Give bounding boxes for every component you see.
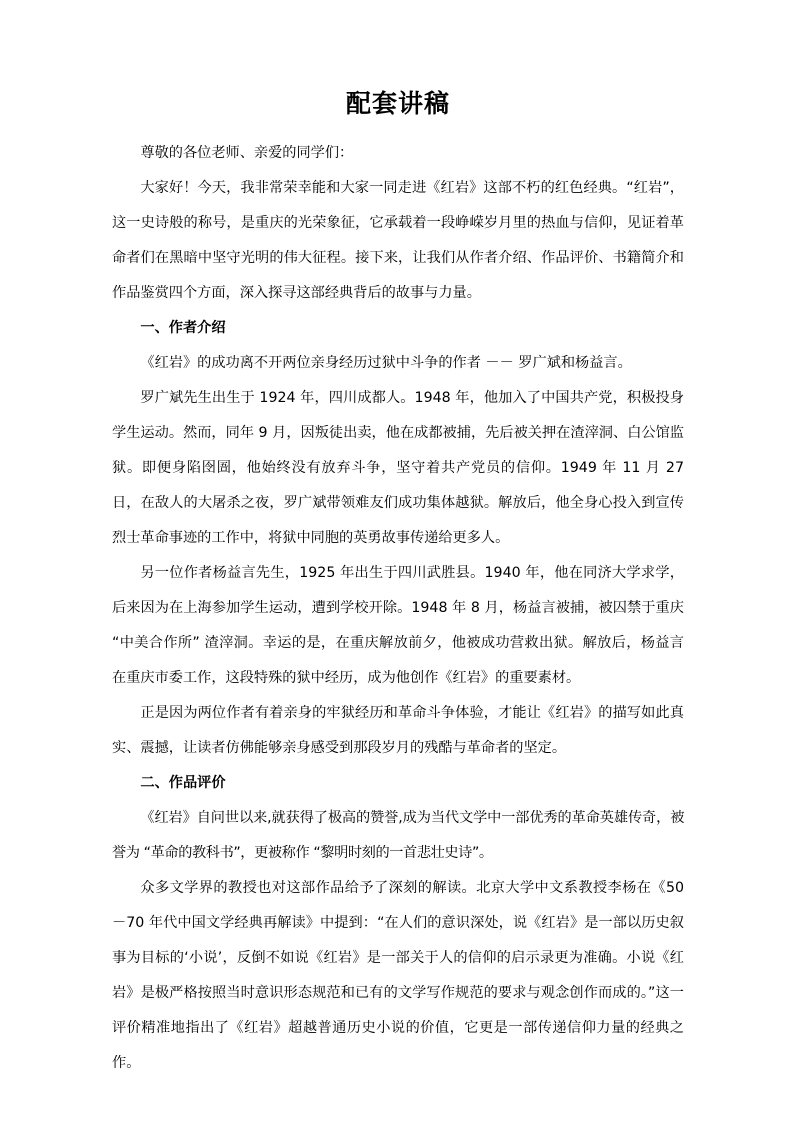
page-title: 配套讲稿 — [345, 91, 450, 118]
document-body — [112, 88, 684, 1081]
salutation-paragraph: 尊敬的各位老师、亲爱的同学们： — [140, 145, 354, 161]
scholar-commentary-paragraph: 众多文学界的教授也对这部作品给予了深刻的解读。北京大学中文系教授李杨在《50 －70 年代中国文学经典再解读》中提到：“在人们的意识深处，说《红岩》是一部以历史叙事为目标的‘小说’，反倒不如说《红岩》是一部关于人的信仰的启示录更为准确。小说《红岩》是极严格按照当时意识形态规范和已有的文学写作规范的要求与观念创作而成的。”这一评价精准地指出了《红岩》超越普通历史小说的价值，它更是一部传递信仰力量的经典之作。 — [112, 880, 684, 1071]
acclaim-paragraph: 《红岩》自问世以来,就获得了极高的赞誉,成为当代文学中一部优秀的革命英雄传奇，被誉为 “革命的教科书”，更被称作 “黎明时刻的一首悲壮史诗”。 — [112, 810, 684, 861]
section-heading-authors: 一、作者介绍 — [140, 320, 226, 336]
luo-guangbin-paragraph: 罗广斌先生出生于 1924 年，四川成都人。1948 年，他加入了中国共产党，积极投身学生运动。然而，同年 9 月，因叛徒出卖，他在成都被捕，先后被关押在渣滓洞、白公馆监狱。即便身陷囹圄，他始终没有放弃斗争，坚守着共产党员的信仰。1949 年 11 月 27 日，在敌人的大屠杀之夜，罗广斌带领难友们成功集体越狱。解放后，他全身心投入到宣传烈士革命事迹的工作中，将狱中同胞的英勇故事传递给更多人。 — [112, 390, 684, 546]
authors-conclusion-paragraph: 正是因为两位作者有着亲身的牢狱经历和革命斗争体验，才能让《红岩》的描写如此真实、震撼，让读者仿佛能够亲身感受到那段岁月的残酷与革命者的坚定。 — [112, 705, 684, 756]
section-heading-evaluation: 二、作品评价 — [140, 775, 226, 791]
yang-yiyan-paragraph: 另一位作者杨益言先生，1925 年出生于四川武胜县。1940 年，他在同济大学求学，后来因为在上海参加学生运动，遭到学校开除。1948 年 8 月，杨益言被捕，被囚禁于重庆 “中美合作所” 渣滓洞。幸运的是，在重庆解放前夕，他被成功营救出狱。解放后，杨益言在重庆市委工作，这段特殊的狱中经历，成为他创作《红岩》的重要素材。 — [112, 565, 684, 686]
opening-paragraph: 大家好！今天，我非常荣幸能和大家一同走进《红岩》这部不朽的红色经典。“红岩”，这一史诗般的称号，是重庆的光荣象征，它承载着一段峥嵘岁月里的热血与信仰，见证着革命者们在黑暗中坚守光明的伟大征程。接下来，让我们从作者介绍、作品评价、书籍简介和作品鉴赏四个方面，深入探寻这部经典背后的故事与力量。 — [112, 180, 684, 301]
authors-intro-paragraph: 《红岩》的成功离不开两位亲身经历过狱中斗争的作者 －－ 罗广斌和杨益言。 — [140, 355, 632, 371]
